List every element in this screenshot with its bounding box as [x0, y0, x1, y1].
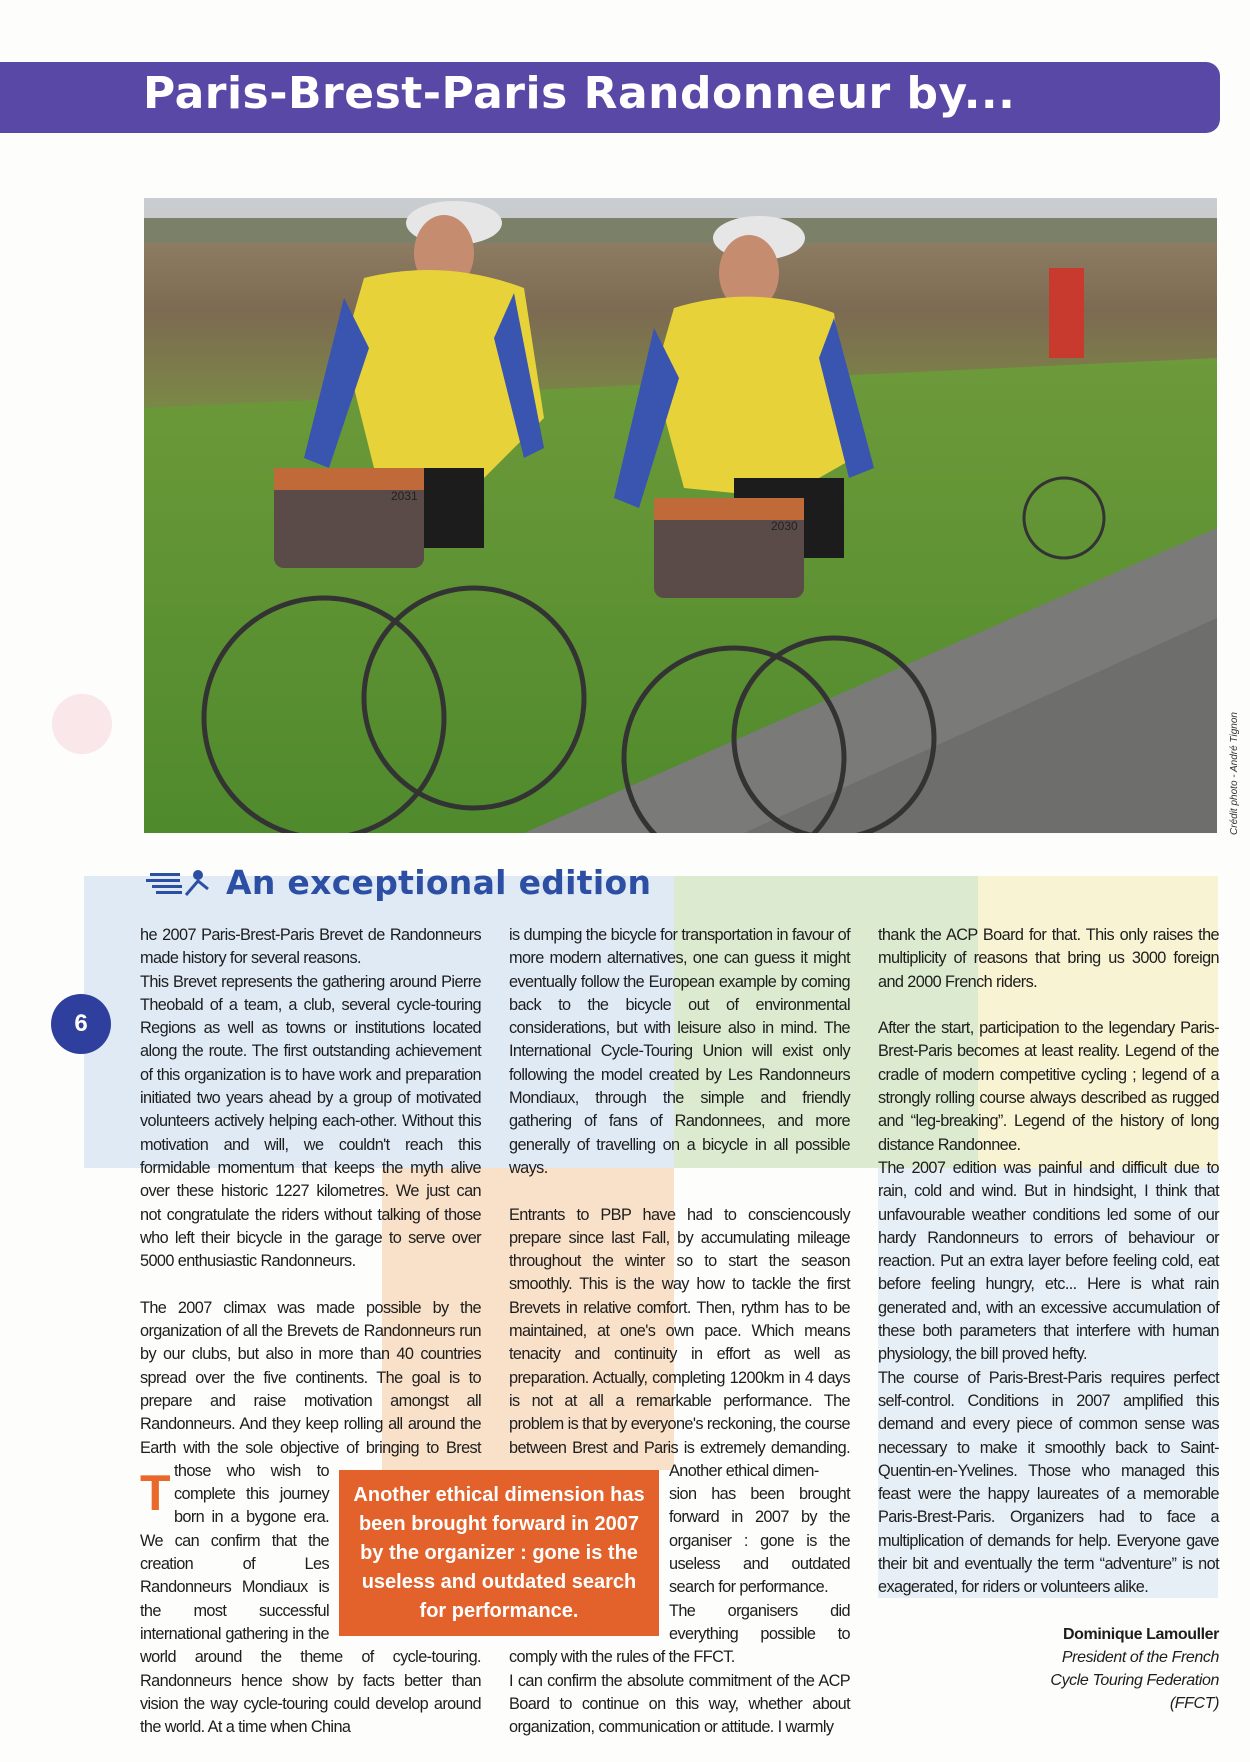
drop-cap: T: [140, 1465, 170, 1521]
photo-credit: [1218, 712, 1240, 835]
signature-role: Cycle Touring Federation: [1050, 1671, 1219, 1689]
signature-name: Dominique Lamouller: [1063, 1625, 1219, 1643]
paragraph: I can confirm the absolute commitment of the ACP Board to continue on this way, whether about organization, communication or attitude. I warmly: [509, 1671, 850, 1737]
paragraph: This Brevet represents the gathering around Pierre Theobald of a team, a club, several cycle-touring Regions as well as towns or institutions located along the route. The first outstanding achievement of this organization is to have work and preparation initiated two years ahead by a group of motivated volunteers actively helping each-other. Without this motivation and will, we couldn't reach this formidable momentum that keeps the myth alive over these historic 1227 kilometres. We just can not congratulate the riders without talking of those who left their bicycle in the garage to serve over 5000 enthusiastic Randonneurs.: [140, 972, 481, 1271]
faded-page-marker: [52, 694, 112, 754]
page-title: Paris-Brest-Paris Randonneur by...: [143, 68, 1016, 119]
paragraph: he 2007 Paris-Brest-Paris Brevet de Randonneurs made history for several reasons.: [140, 926, 481, 968]
paragraph: After the start, participation to the legendary Paris-Brest-Paris becomes at least reality. Legend of the cradle of modern competitive cycling ; legend of a strongly rolling course always described as rugged and “leg-breaking”. Legend of the history of long distance Randonnee.: [878, 1019, 1219, 1154]
paragraph: thank the ACP Board for that. This only raises the multiplicity of reasons that bring us 3000 foreign and 2000 French riders.: [878, 926, 1219, 991]
paragraph: Entrants to PBP have had to consciencously prepare since last Fall, by accumulating mileage throughout the winter so to start the season smoothly. This is the way how to tackle the first Brevets in relative comfort. Then, rythm has to be maintained, at one's own pace. Which means tenacity and continuity in effort as well as preparation. Actually, completing 1200km in 4 days is not at all a remarkable performance. The problem is that by everyone's reckoning, the course between Brest and Paris is extremely demanding. Another ethical dimen-: [509, 1205, 850, 1480]
paragraph: The 2007 edition was painful and difficult due to rain, cold and wind. But in hindsight, I think that unfavourable weather conditions led some of our hardy Randonneurs to errors of behaviour or reaction. Put an extra layer before feeling cold, eat before feeling hungry, etc... Here is what rain generated and, with an excessive accumulation of these both parameters that interfere with human physiology, the bill proved hefty.: [878, 1158, 1219, 1364]
photo-credit-text: Crédit photo - André Tignon: [1228, 712, 1240, 835]
section-heading: [146, 862, 651, 902]
paragraph: The 2007 climax was made possible by the organization of all the Brevets de Randonneurs run by our clubs, but also in more than 40 countries spread over the five continents. The goal is to prepare and raise motivation amongst all Randonneurs. And they keep rolling all around the Earth with the sole objective of bringing to: [140, 1298, 481, 1457]
paragraph: sion has been brought forward in 2007 by the organiser : gone is the useless and outdated search for performance.: [669, 1485, 850, 1597]
signature-role: President of the French: [1061, 1648, 1219, 1666]
paragraph: cycle-touring. Randonneurs hence show by facts better than vision the way cycle-touring could develop around the world. At a time when China: [140, 1648, 481, 1737]
signature: [878, 1623, 1219, 1715]
paragraph: The course of Paris-Brest-Paris requires perfect self-control. Conditions in 2007 amplified this demand and every piece of common sense was necessary to make it smoothly back to Saint-Quentin-en-Yvelines. Those who managed this feast were the happy laureates of a memorable Paris-Brest-Paris. Organizers had to face a multiplication of demands for help. Everyone gave their bit and eventually the term “adventure” is not exagerated, for riders or volunteers alike.: [878, 1368, 1219, 1597]
bag-number-right: 2030: [771, 519, 798, 533]
bag-number-left: 2031: [391, 489, 418, 503]
signature-role: (FFCT): [1169, 1694, 1219, 1712]
photo-cyclists: [144, 198, 1217, 833]
paragraph: Brest those who wish to complete this journey born in a bygone era. We can confirm that the creation of Les Randonneurs Mondiaux is the most successful international gathering in the world around the theme of: [140, 1438, 481, 1667]
article-column-3: [878, 924, 1219, 1715]
section-title: An exceptional edition: [226, 862, 652, 902]
title-bar: [0, 62, 1220, 133]
paragraph: The organisers did everything possible to comply with the rules of the FFCT.: [509, 1601, 850, 1667]
pull-quote-text: Another ethical dimension has been brought forward in 2007 by the organizer : gone is the useless and outdated search for performance.: [353, 1483, 645, 1622]
page-number: 6: [51, 994, 111, 1054]
cyclist-speed-icon: [146, 865, 218, 899]
paragraph: is dumping the bicycle for transportation in favour of more modern alternatives, one can guess it might eventually follow the European example by coming back to the bicycle out of environmental considerations, but with leisure also in mind. The International Cycle-Touring Union will exist only following the model created by Les Randonneurs Mondiaux, through the simple and friendly gathering of fans of Randonnees, and more generally of travelling on a bicycle in all possible ways.: [509, 926, 850, 1177]
pull-quote: [339, 1470, 659, 1636]
